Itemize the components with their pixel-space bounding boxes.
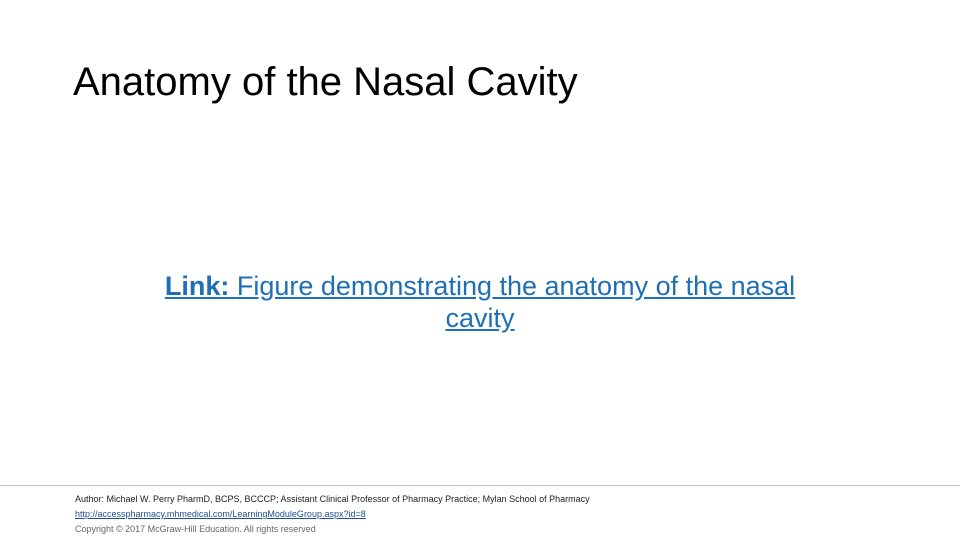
copyright-notice: Copyright © 2017 McGraw-Hill Education. All rights reserved (75, 524, 316, 534)
link-text-line1: Figure demonstrating the anatomy of the nasal (236, 271, 796, 301)
figure-link-block (60, 270, 900, 334)
source-url-link[interactable]: http://accesspharmacy.mhmedical.com/LearningModuleGroup.aspx?id=8 (75, 509, 366, 519)
link-text-line2: cavity (445, 303, 515, 333)
footer (75, 492, 590, 537)
figure-link[interactable] (165, 271, 795, 333)
author-credit: Author: Michael W. Perry PharmD, BCPS, BCCCP; Assistant Clinical Professor of Pharmacy Practice; Mylan School of Pharmacy (75, 494, 590, 504)
slide-title: Anatomy of the Nasal Cavity (73, 60, 578, 104)
footer-divider (0, 485, 960, 486)
link-prefix: Link: (164, 271, 230, 301)
